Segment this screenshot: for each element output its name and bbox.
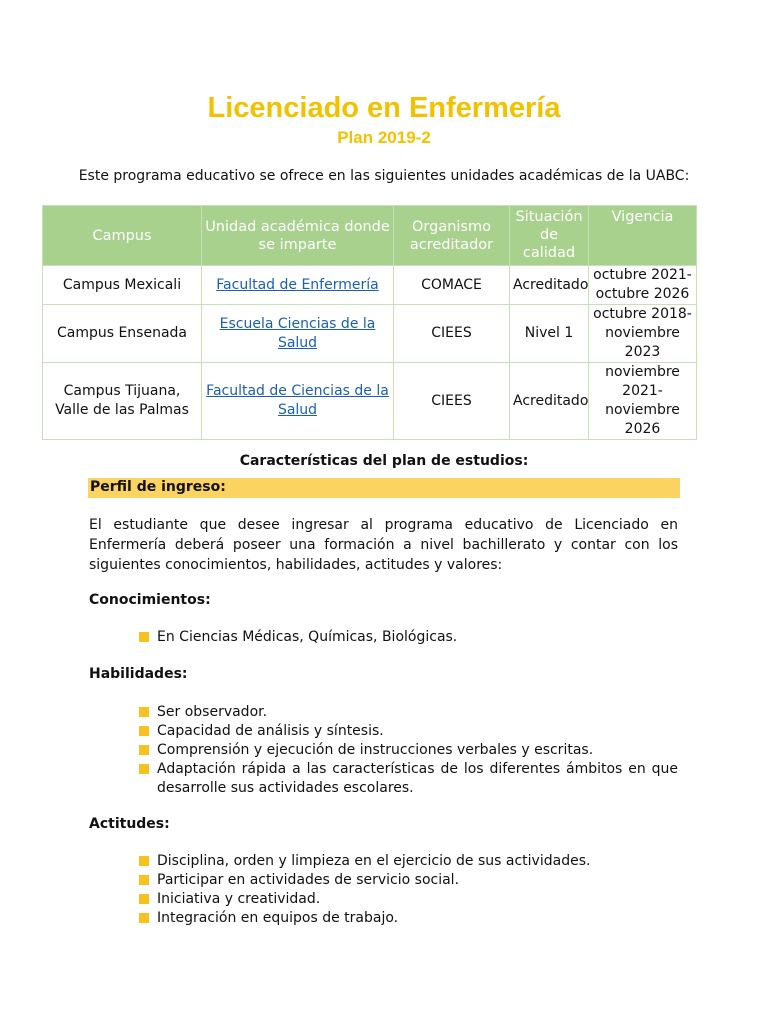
conocimientos-list xyxy=(137,628,678,647)
unidad-link[interactable]: Escuela Ciencias de la Salud xyxy=(219,315,376,351)
perfil-ingreso-label: Perfil de ingreso: xyxy=(90,479,226,495)
actitudes-list xyxy=(137,852,678,928)
list-item: Comprensión y ejecución de instrucciones verbales y escritas. xyxy=(137,741,678,760)
cell-situacion: Acreditado xyxy=(510,363,589,440)
square-bullet-icon xyxy=(139,894,149,904)
cell-unidad xyxy=(202,266,394,305)
cell-vigencia: noviembre 2021-noviembre 2026 xyxy=(589,363,697,440)
actitudes-heading: Actitudes: xyxy=(89,816,170,832)
list-item: Participar en actividades de servicio social. xyxy=(137,871,678,890)
table-row xyxy=(43,266,697,305)
cell-organismo: COMACE xyxy=(394,266,510,305)
unidad-link[interactable]: Facultad de Ciencias de la Salud xyxy=(206,383,389,418)
unidad-link[interactable]: Facultad de Enfermería xyxy=(216,276,379,293)
academic-units-table xyxy=(42,205,697,440)
header-unidad: Unidad académica donde se imparte xyxy=(202,206,394,266)
list-item: En Ciencias Médicas, Químicas, Biológicas. xyxy=(137,628,678,647)
list-item: Ser observador. xyxy=(137,703,678,722)
table-row xyxy=(43,363,697,440)
header-campus: Campus xyxy=(43,206,202,266)
list-item: Capacidad de análisis y síntesis. xyxy=(137,722,678,741)
cell-campus: Campus Ensenada xyxy=(43,305,202,363)
table-header-row xyxy=(43,206,697,266)
perfil-ingreso-band xyxy=(88,478,680,498)
page-title: Licenciado en Enfermería xyxy=(207,92,561,124)
cell-organismo: CIEES xyxy=(394,363,510,440)
square-bullet-icon xyxy=(139,707,149,717)
cell-situacion: Nivel 1 xyxy=(510,305,589,363)
list-item: Iniciativa y creatividad. xyxy=(137,890,678,909)
intro-text: Este programa educativo se ofrece en las siguientes unidades académicas de la UABC: xyxy=(78,168,690,184)
header-organismo: Organismo acreditador xyxy=(394,206,510,266)
characteristics-heading: Características del plan de estudios: xyxy=(239,453,529,469)
plan-subtitle: Plan 2019-2 xyxy=(337,128,431,147)
square-bullet-icon xyxy=(139,913,149,923)
cell-situacion: Acreditado xyxy=(510,266,589,305)
habilidades-list xyxy=(137,703,678,798)
list-item: Integración en equipos de trabajo. xyxy=(137,909,678,928)
table-row xyxy=(43,305,697,363)
list-item: Disciplina, orden y limpieza en el ejercicio de sus actividades. xyxy=(137,852,678,871)
cell-campus: Campus Mexicali xyxy=(43,266,202,305)
cell-organismo: CIEES xyxy=(394,305,510,363)
square-bullet-icon xyxy=(139,726,149,736)
cell-unidad xyxy=(202,363,394,440)
cell-unidad xyxy=(202,305,394,363)
square-bullet-icon xyxy=(139,856,149,866)
header-vigencia: Vigencia xyxy=(589,206,697,266)
square-bullet-icon xyxy=(139,632,149,642)
list-item: Adaptación rápida a las características de los diferentes ámbitos en que desarrolle sus actividades escolares. xyxy=(137,760,678,798)
cell-vigencia: octubre 2021-octubre 2026 xyxy=(589,266,697,305)
cell-vigencia: octubre 2018-noviembre 2023 xyxy=(589,305,697,363)
square-bullet-icon xyxy=(139,745,149,755)
conocimientos-heading: Conocimientos: xyxy=(89,592,211,608)
cell-campus: Campus Tijuana, Valle de las Palmas xyxy=(43,363,202,440)
header-situacion: Situación de calidad xyxy=(510,206,589,266)
habilidades-heading: Habilidades: xyxy=(89,666,188,682)
square-bullet-icon xyxy=(139,764,149,774)
square-bullet-icon xyxy=(139,875,149,885)
perfil-paragraph: El estudiante que desee ingresar al programa educativo de Licenciado en Enfermería deberá poseer una formación a nivel bachillerato y contar con los siguientes conocimientos, habilidades, actitudes y valores: xyxy=(89,517,678,573)
